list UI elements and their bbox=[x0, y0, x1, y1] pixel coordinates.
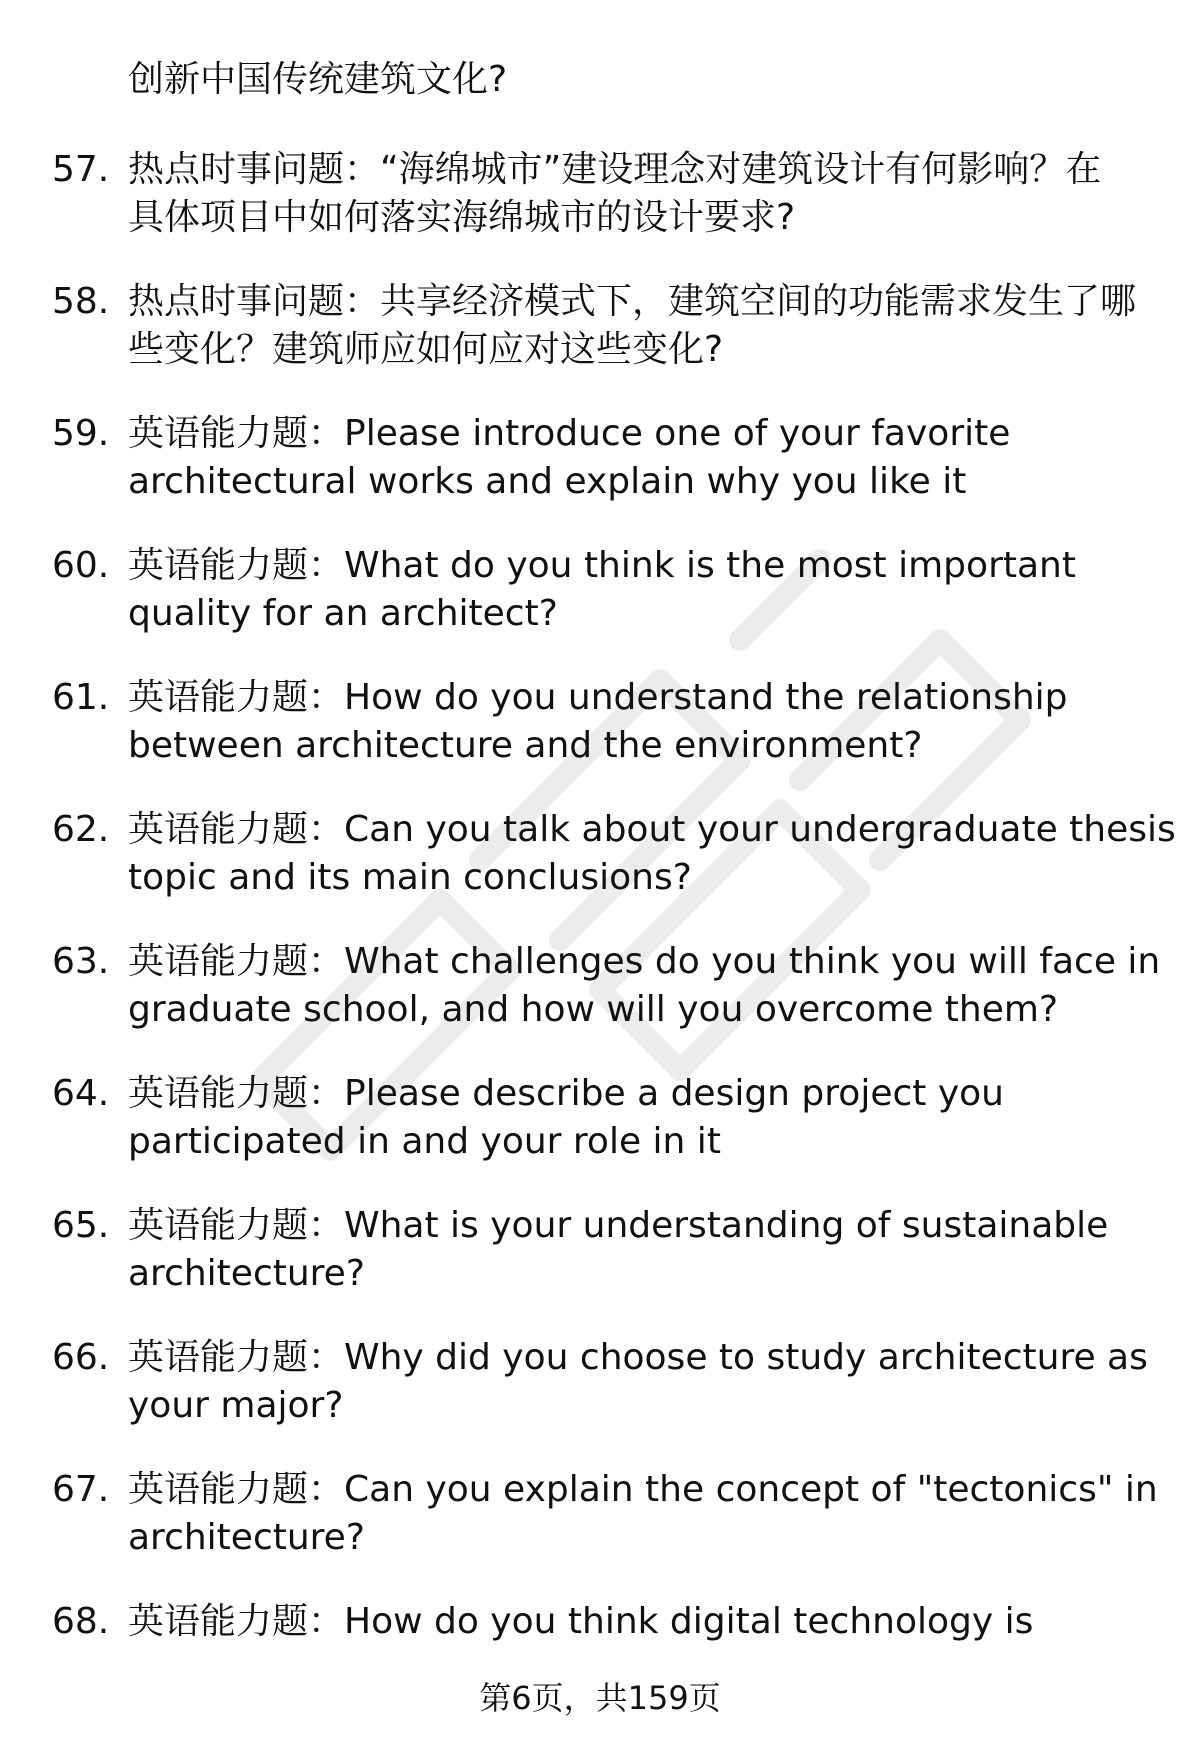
question-text-line: quality for an architect? bbox=[128, 593, 558, 634]
question-text-line: architectural works and explain why you like it bbox=[128, 461, 967, 502]
page-footer: 第6页，共159页 bbox=[479, 1679, 721, 1717]
question-text-line: 英语能力题：What challenges do you think you will face in bbox=[128, 941, 1161, 982]
question-text-line: 些变化？建筑师应如何应对这些变化? bbox=[128, 329, 724, 370]
question-text-line: 英语能力题：Can you talk about your undergraduate thesis bbox=[128, 809, 1176, 850]
question-text bbox=[128, 806, 1176, 902]
question-text-line: 英语能力题：Please introduce one of your favorite bbox=[128, 413, 1011, 454]
question-text-line: 英语能力题：Why did you choose to study architecture as bbox=[128, 1337, 1148, 1378]
question-item bbox=[0, 1466, 1200, 1598]
question-text bbox=[128, 1070, 1138, 1166]
question-text-line: architecture? bbox=[128, 1253, 365, 1294]
question-item bbox=[0, 806, 1200, 938]
question-text-line: 英语能力题：Please describe a design project you bbox=[128, 1073, 1004, 1114]
question-text bbox=[128, 674, 1138, 770]
question-text-line: topic and its main conclusions? bbox=[128, 857, 692, 898]
question-item bbox=[0, 146, 1200, 278]
question-text bbox=[128, 938, 1161, 1034]
question-text bbox=[128, 278, 1138, 374]
question-item bbox=[0, 542, 1200, 674]
question-text-line: 英语能力题：What do you think is the most important bbox=[128, 545, 1076, 586]
question-list bbox=[0, 146, 1200, 1730]
question-item bbox=[0, 1334, 1200, 1466]
question-number: 65. bbox=[52, 1205, 110, 1246]
question-text-line: 英语能力题：What is your understanding of sustainable bbox=[128, 1205, 1109, 1246]
question-number: 68. bbox=[52, 1601, 110, 1642]
question-item bbox=[0, 938, 1200, 1070]
question-item bbox=[0, 674, 1200, 806]
question-text-line: 热点时事问题：“海绵城市”建设理念对建筑设计有何影响？在 bbox=[128, 149, 1102, 190]
question-item bbox=[0, 278, 1200, 410]
question-number: 61. bbox=[52, 677, 110, 718]
question-number: 67. bbox=[52, 1469, 110, 1510]
question-number: 66. bbox=[52, 1337, 110, 1378]
question-text bbox=[128, 146, 1138, 242]
question-number: 59. bbox=[52, 413, 110, 454]
question-number: 60. bbox=[52, 545, 110, 586]
continuation-line: 创新中国传统建筑文化? bbox=[128, 59, 508, 100]
question-text-line: graduate school, and how will you overcome them? bbox=[128, 989, 1059, 1030]
question-text bbox=[128, 1202, 1138, 1298]
question-text-line: 热点时事问题：共享经济模式下，建筑空间的功能需求发生了哪 bbox=[128, 281, 1137, 322]
question-number: 64. bbox=[52, 1073, 110, 1114]
question-text-line: participated in and your role in it bbox=[128, 1121, 721, 1162]
question-text-line: architecture? bbox=[128, 1517, 365, 1558]
question-text-line: your major? bbox=[128, 1385, 344, 1426]
question-text-line: 英语能力题：Can you explain the concept of "tectonics" in bbox=[128, 1469, 1158, 1510]
question-text-line: between architecture and the environment? bbox=[128, 725, 923, 766]
question-number: 63. bbox=[52, 941, 110, 982]
question-text bbox=[128, 410, 1138, 506]
question-text bbox=[128, 1598, 1138, 1646]
question-text-line: 具体项目中如何落实海绵城市的设计要求? bbox=[128, 197, 796, 238]
question-number: 58. bbox=[52, 281, 110, 322]
question-item bbox=[0, 1202, 1200, 1334]
question-number: 62. bbox=[52, 809, 110, 850]
question-item bbox=[0, 410, 1200, 542]
question-text bbox=[128, 1334, 1148, 1430]
question-text-line: 英语能力题：How do you understand the relationship bbox=[128, 677, 1068, 718]
question-item bbox=[0, 1070, 1200, 1202]
question-text bbox=[128, 542, 1138, 638]
question-number: 57. bbox=[52, 149, 110, 190]
question-text bbox=[128, 1466, 1158, 1562]
question-text-line: 英语能力题：How do you think digital technology is bbox=[128, 1601, 1034, 1642]
